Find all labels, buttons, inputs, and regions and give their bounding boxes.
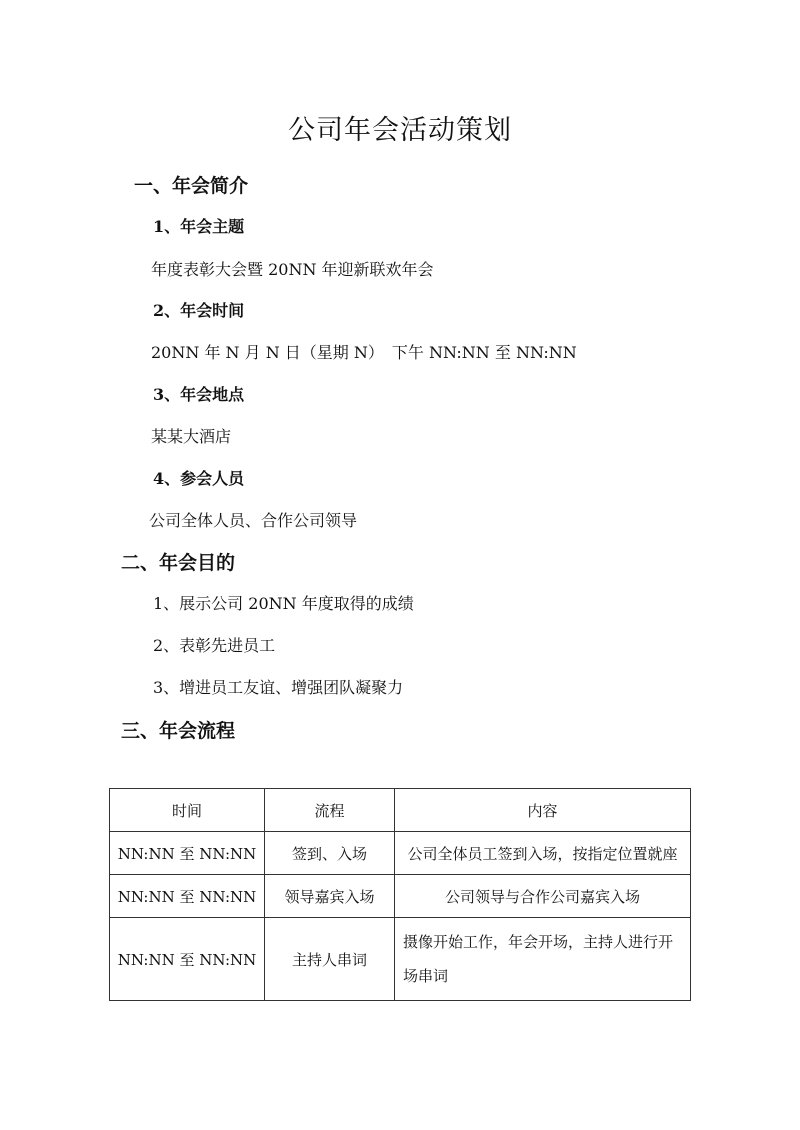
table-cell: NN:NN 至 NN:NN	[110, 832, 265, 875]
text-theme: 年度表彰大会暨 20NN 年迎新联欢年会	[151, 260, 434, 279]
column-header-time: 时间	[110, 789, 265, 832]
section-heading-purpose: 二、年会目的	[121, 552, 236, 574]
text-time: 20NN 年 N 月 N 日（星期 N） 下午 NN:NN 至 NN:NN	[151, 343, 577, 362]
table-cell: NN:NN 至 NN:NN	[110, 918, 265, 1001]
subheading-venue: 3、年会地点	[153, 385, 245, 404]
list-item: 3、增进员工友谊、增强团队凝聚力	[153, 678, 404, 697]
list-item: 2、表彰先进员工	[153, 636, 276, 655]
text-attendees: 公司全体人员、合作公司领导	[149, 511, 358, 530]
section-heading-process: 三、年会流程	[121, 720, 236, 742]
table-cell: 公司领导与合作公司嘉宾入场	[395, 875, 691, 918]
table-cell: 签到、入场	[265, 832, 395, 875]
list-item: 1、展示公司 20NN 年度取得的成绩	[153, 594, 414, 613]
subheading-attendees: 4、参会人员	[153, 469, 245, 488]
table-cell: 摄像开始工作，年会开场，主持人进行开场串词	[395, 918, 691, 1001]
section-heading-intro: 一、年会简介	[134, 175, 249, 197]
table-header-row	[110, 789, 691, 832]
column-header-content: 内容	[395, 789, 691, 832]
table-row	[110, 875, 691, 918]
table-cell: 领导嘉宾入场	[265, 875, 395, 918]
document-title: 公司年会活动策划	[288, 115, 512, 146]
table-cell: NN:NN 至 NN:NN	[110, 875, 265, 918]
process-table	[109, 788, 691, 1001]
table-row	[110, 918, 691, 1001]
subheading-time: 2、年会时间	[153, 301, 245, 320]
subheading-theme: 1、年会主题	[153, 217, 245, 236]
table-row	[110, 832, 691, 875]
column-header-process: 流程	[265, 789, 395, 832]
text-venue: 某某大酒店	[151, 427, 232, 446]
table-cell: 主持人串词	[265, 918, 395, 1001]
table-cell: 公司全体员工签到入场，按指定位置就座	[395, 832, 691, 875]
